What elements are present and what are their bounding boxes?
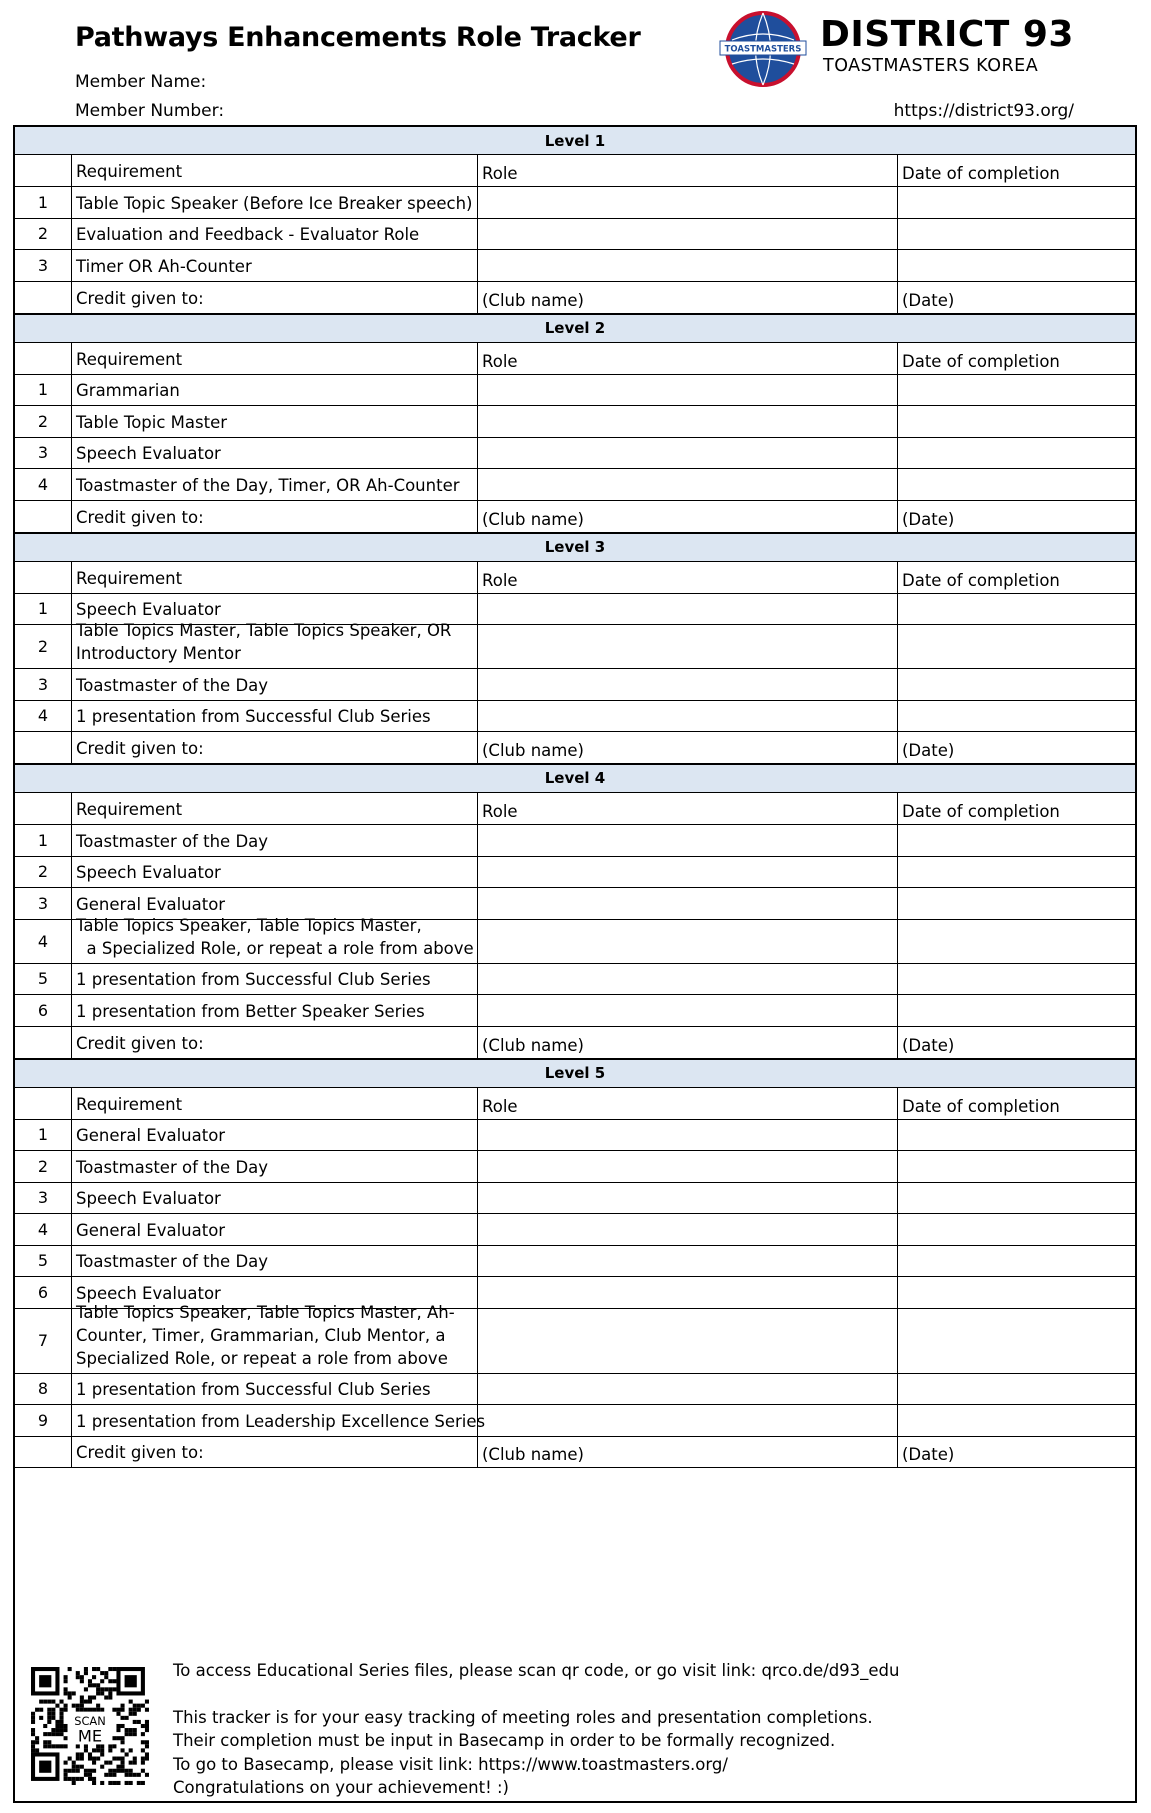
requirement-number: 9 bbox=[15, 1405, 72, 1436]
requirement-number: 5 bbox=[15, 1246, 72, 1277]
qr-me-label: ME bbox=[77, 1726, 103, 1746]
level-section bbox=[15, 127, 1135, 313]
date-entry-cell[interactable] bbox=[898, 469, 1135, 500]
requirement-number: 6 bbox=[15, 995, 72, 1026]
requirement-text bbox=[72, 1183, 478, 1214]
role-entry-cell[interactable] bbox=[478, 625, 898, 668]
requirement-label: 1 presentation from Leadership Excellence Series bbox=[76, 1411, 486, 1431]
requirement-row bbox=[15, 825, 1135, 857]
requirement-column-header: Requirement bbox=[72, 155, 478, 186]
requirement-row bbox=[15, 250, 1135, 282]
number-column-header bbox=[15, 793, 72, 824]
column-header-row bbox=[15, 1088, 1135, 1120]
club-name-field[interactable]: (Club name) bbox=[478, 501, 898, 532]
requirement-label: Toastmaster of the Day bbox=[76, 831, 269, 851]
level-section bbox=[15, 1058, 1135, 1468]
requirement-label: General Evaluator bbox=[76, 1220, 226, 1240]
credit-date-field[interactable]: (Date) bbox=[902, 741, 955, 760]
credit-date-field[interactable]: (Date) bbox=[902, 1035, 955, 1055]
role-entry-cell[interactable] bbox=[478, 964, 898, 995]
requirement-row bbox=[15, 964, 1135, 996]
date-entry-cell[interactable] bbox=[898, 995, 1135, 1026]
requirement-row bbox=[15, 669, 1135, 701]
column-header-row bbox=[15, 562, 1135, 594]
credit-label: Credit given to: bbox=[72, 501, 478, 532]
date-entry-cell[interactable] bbox=[898, 375, 1135, 406]
date-entry-cell[interactable] bbox=[898, 594, 1135, 625]
column-header-row bbox=[15, 793, 1135, 825]
role-entry-cell[interactable] bbox=[478, 469, 898, 500]
credit-date-field[interactable]: (Date) bbox=[902, 1444, 955, 1464]
role-column-header: Role bbox=[478, 343, 898, 374]
requirement-number: 1 bbox=[15, 187, 72, 218]
level-section bbox=[15, 763, 1135, 1058]
credit-number-cell bbox=[15, 282, 72, 313]
role-column-header: Role bbox=[478, 793, 898, 824]
date-entry-cell[interactable] bbox=[898, 920, 1135, 963]
requirement-label: Table Topics Speaker, Table Topics Master, a Specialized Role, or repeat a role from above bbox=[76, 915, 474, 958]
credit-row bbox=[15, 1027, 1135, 1058]
club-name-field[interactable]: (Club name) bbox=[478, 1437, 898, 1467]
number-column-header bbox=[15, 343, 72, 374]
requirement-label: Table Topics Master, Table Topics Speaker, OR Introductory Mentor bbox=[76, 621, 452, 663]
credit-label: Credit given to: bbox=[72, 732, 478, 763]
requirement-number: 3 bbox=[15, 888, 72, 919]
role-entry-cell[interactable] bbox=[478, 1277, 898, 1308]
requirement-text bbox=[72, 825, 478, 856]
date-entry-cell[interactable] bbox=[898, 825, 1135, 856]
level-section bbox=[15, 313, 1135, 532]
date-column-header: Date of completion bbox=[902, 570, 1060, 590]
credit-row bbox=[15, 282, 1135, 313]
member-name-label: Member Name: bbox=[75, 72, 207, 92]
role-entry-cell[interactable] bbox=[478, 187, 898, 218]
requirement-row bbox=[15, 1246, 1135, 1278]
club-name-field[interactable]: (Club name) bbox=[478, 282, 898, 313]
date-column-header: Date of completion bbox=[902, 164, 1060, 183]
date-entry-cell[interactable] bbox=[898, 1246, 1135, 1277]
requirement-number: 1 bbox=[15, 594, 72, 625]
qr-code-icon[interactable] bbox=[31, 1667, 149, 1785]
requirement-number: 1 bbox=[15, 1120, 72, 1151]
requirement-label: Grammarian bbox=[76, 381, 180, 400]
requirement-number: 2 bbox=[15, 857, 72, 888]
requirement-number: 2 bbox=[15, 406, 72, 437]
requirement-text bbox=[72, 1246, 478, 1277]
credit-label: Credit given to: bbox=[72, 1437, 478, 1467]
date-entry-cell[interactable] bbox=[898, 187, 1135, 218]
column-header-row bbox=[15, 155, 1135, 187]
role-entry-cell[interactable] bbox=[478, 1120, 898, 1151]
requirement-text bbox=[72, 1405, 486, 1436]
requirement-text bbox=[72, 1120, 478, 1151]
credit-number-cell bbox=[15, 1027, 72, 1058]
requirement-text bbox=[72, 669, 478, 700]
requirement-row bbox=[15, 375, 1135, 407]
role-entry-cell[interactable] bbox=[478, 1246, 898, 1277]
credit-label: Credit given to: bbox=[72, 1027, 478, 1058]
requirement-label: Speech Evaluator bbox=[76, 1189, 221, 1208]
role-column-header: Role bbox=[478, 155, 898, 186]
date-column-header: Date of completion bbox=[902, 1096, 1060, 1116]
requirement-number: 3 bbox=[15, 250, 72, 281]
requirement-label: Speech Evaluator bbox=[76, 600, 221, 619]
requirement-label: Table Topic Master bbox=[76, 412, 228, 432]
level-title: Level 3 bbox=[15, 532, 1135, 562]
requirement-row bbox=[15, 187, 1135, 219]
footer-line-basecamp-note: Their completion must be input in Basecamp in order to be formally recognized. bbox=[173, 1731, 836, 1750]
requirement-column-header: Requirement bbox=[72, 562, 478, 593]
requirement-number: 4 bbox=[15, 1214, 72, 1245]
role-entry-cell[interactable] bbox=[478, 701, 898, 732]
number-column-header bbox=[15, 562, 72, 593]
requirement-column-header: Requirement bbox=[72, 1088, 478, 1119]
number-column-header bbox=[15, 155, 72, 186]
requirement-label: Speech Evaluator bbox=[76, 1283, 221, 1303]
requirement-row bbox=[15, 1183, 1135, 1215]
requirement-label: Table Topics Speaker, Table Topics Master, Ah- Counter, Timer, Grammarian, Club Mentor, a Specialized Role, or repeat a role from above bbox=[76, 1302, 455, 1368]
requirement-number: 6 bbox=[15, 1277, 72, 1308]
requirement-label: Table Topic Speaker (Before Ice Breaker speech) bbox=[76, 193, 473, 213]
date-entry-cell[interactable] bbox=[898, 1183, 1135, 1214]
requirement-number: 1 bbox=[15, 375, 72, 406]
requirement-number: 5 bbox=[15, 964, 72, 995]
requirement-label: General Evaluator bbox=[76, 894, 226, 914]
credit-number-cell bbox=[15, 501, 72, 532]
date-entry-cell[interactable] bbox=[898, 1151, 1135, 1182]
requirement-row bbox=[15, 621, 1135, 669]
date-entry-cell[interactable] bbox=[898, 669, 1135, 700]
date-entry-cell[interactable] bbox=[898, 1309, 1135, 1373]
requirement-row bbox=[15, 219, 1135, 251]
column-header-row bbox=[15, 343, 1135, 375]
requirement-row bbox=[15, 1405, 1135, 1437]
date-entry-cell[interactable] bbox=[898, 250, 1135, 281]
svg-text:TOASTMASTERS: TOASTMASTERS bbox=[724, 44, 802, 55]
role-entry-cell[interactable] bbox=[478, 888, 898, 919]
level-title: Level 1 bbox=[15, 127, 1135, 155]
website-link[interactable]: https://district93.org/ bbox=[893, 101, 1074, 121]
requirement-row bbox=[15, 915, 1135, 964]
requirement-label: 1 presentation from Better Speaker Series bbox=[76, 1001, 425, 1021]
district-subtitle: TOASTMASTERS KOREA bbox=[823, 56, 1039, 76]
date-entry-cell[interactable] bbox=[898, 625, 1135, 668]
requirement-number: 4 bbox=[15, 920, 72, 963]
role-entry-cell[interactable] bbox=[478, 1151, 898, 1182]
role-entry-cell[interactable] bbox=[478, 1214, 898, 1245]
role-entry-cell[interactable] bbox=[478, 995, 898, 1026]
level-title: Level 2 bbox=[15, 313, 1135, 343]
role-entry-cell[interactable] bbox=[478, 250, 898, 281]
role-entry-cell[interactable] bbox=[478, 669, 898, 700]
role-entry-cell[interactable] bbox=[478, 1309, 898, 1373]
date-entry-cell[interactable] bbox=[898, 1120, 1135, 1151]
requirement-label: Timer OR Ah-Counter bbox=[76, 256, 252, 276]
requirement-number: 2 bbox=[15, 219, 72, 250]
level-title: Level 5 bbox=[15, 1058, 1135, 1088]
requirement-label: 1 presentation from Successful Club Series bbox=[76, 970, 431, 989]
requirement-label: 1 presentation from Successful Club Series bbox=[76, 1380, 431, 1399]
credit-label: Credit given to: bbox=[72, 282, 478, 313]
footer-line-congrats: Congratulations on your achievement! :) bbox=[173, 1778, 509, 1797]
requirement-text bbox=[72, 995, 478, 1026]
credit-date-field[interactable]: (Date) bbox=[902, 509, 955, 529]
requirement-label: Evaluation and Feedback - Evaluator Role bbox=[76, 225, 420, 244]
footer-notes bbox=[173, 1659, 900, 1800]
requirement-row bbox=[15, 469, 1135, 501]
credit-row bbox=[15, 732, 1135, 763]
requirement-label: Speech Evaluator bbox=[76, 863, 221, 882]
requirement-row bbox=[15, 1214, 1135, 1246]
requirement-number: 8 bbox=[15, 1374, 72, 1405]
requirement-label: Toastmaster of the Day, Timer, OR Ah-Counter bbox=[76, 475, 460, 495]
requirement-number: 1 bbox=[15, 825, 72, 856]
date-entry-cell[interactable] bbox=[898, 438, 1135, 469]
district-title: DISTRICT 93 bbox=[820, 14, 1074, 55]
requirement-text bbox=[72, 375, 478, 406]
footer-line-basecamp-link: To go to Basecamp, please visit link: https://www.toastmasters.org/ bbox=[173, 1754, 728, 1774]
requirement-number: 4 bbox=[15, 701, 72, 732]
requirement-row bbox=[15, 995, 1135, 1027]
requirement-text bbox=[72, 187, 478, 218]
role-entry-cell[interactable] bbox=[478, 594, 898, 625]
requirement-text bbox=[72, 1151, 478, 1182]
date-column-header: Date of completion bbox=[902, 802, 1060, 821]
date-entry-cell[interactable] bbox=[898, 406, 1135, 437]
toastmasters-logo-icon bbox=[718, 10, 808, 88]
requirement-text bbox=[72, 406, 478, 437]
page-title: Pathways Enhancements Role Tracker bbox=[75, 22, 641, 53]
requirement-text bbox=[72, 915, 478, 963]
role-tracker-table bbox=[13, 125, 1137, 1803]
requirement-number: 4 bbox=[15, 469, 72, 500]
club-name-field[interactable]: (Club name) bbox=[478, 732, 898, 763]
tracker-footer bbox=[15, 1651, 1134, 1801]
page-header bbox=[0, 0, 1151, 126]
role-entry-cell[interactable] bbox=[478, 1405, 898, 1436]
requirement-number: 3 bbox=[15, 438, 72, 469]
role-column-header: Role bbox=[478, 562, 898, 593]
number-column-header bbox=[15, 1088, 72, 1119]
requirement-column-header: Requirement bbox=[72, 793, 478, 824]
date-entry-cell[interactable] bbox=[898, 701, 1135, 732]
date-entry-cell[interactable] bbox=[898, 1277, 1135, 1308]
requirement-text bbox=[72, 857, 478, 888]
requirement-text bbox=[72, 621, 478, 668]
date-entry-cell[interactable] bbox=[898, 1374, 1135, 1405]
requirement-text bbox=[72, 219, 478, 250]
requirement-number: 2 bbox=[15, 625, 72, 668]
credit-number-cell bbox=[15, 1437, 72, 1467]
date-entry-cell[interactable] bbox=[898, 1405, 1135, 1436]
requirement-column-header: Requirement bbox=[72, 343, 478, 374]
role-column-header: Role bbox=[478, 1088, 898, 1119]
qr-scan-label: SCAN bbox=[74, 1713, 106, 1728]
requirement-row bbox=[15, 857, 1135, 889]
requirement-text bbox=[72, 964, 478, 995]
credit-number-cell bbox=[15, 732, 72, 763]
requirement-number: 3 bbox=[15, 1183, 72, 1214]
footer-line-tracker-info: This tracker is for your easy tracking of meeting roles and presentation completions. bbox=[173, 1707, 873, 1727]
club-name-field[interactable]: (Club name) bbox=[478, 1027, 898, 1058]
credit-row bbox=[15, 1437, 1135, 1468]
role-entry-cell[interactable] bbox=[478, 406, 898, 437]
role-entry-cell[interactable] bbox=[478, 857, 898, 888]
date-column-header: Date of completion bbox=[902, 351, 1060, 371]
level-title: Level 4 bbox=[15, 763, 1135, 793]
requirement-text bbox=[72, 469, 478, 500]
requirement-row bbox=[15, 406, 1135, 438]
requirement-label: General Evaluator bbox=[76, 1126, 226, 1145]
requirement-text bbox=[72, 1302, 478, 1373]
requirement-row bbox=[15, 438, 1135, 470]
date-entry-cell[interactable] bbox=[898, 219, 1135, 250]
date-entry-cell[interactable] bbox=[898, 857, 1135, 888]
role-entry-cell[interactable] bbox=[478, 1183, 898, 1214]
requirement-text bbox=[72, 701, 478, 732]
requirement-text bbox=[72, 1214, 478, 1245]
requirement-label: Toastmaster of the Day bbox=[76, 1252, 269, 1271]
requirement-row bbox=[15, 1120, 1135, 1152]
requirement-label: Speech Evaluator bbox=[76, 444, 221, 463]
role-entry-cell[interactable] bbox=[478, 920, 898, 963]
requirement-row bbox=[15, 701, 1135, 733]
date-entry-cell[interactable] bbox=[898, 1214, 1135, 1245]
credit-row bbox=[15, 501, 1135, 532]
date-entry-cell[interactable] bbox=[898, 888, 1135, 919]
requirement-number: 7 bbox=[15, 1309, 72, 1373]
requirement-row bbox=[15, 1151, 1135, 1183]
role-entry-cell[interactable] bbox=[478, 375, 898, 406]
requirement-row bbox=[15, 1302, 1135, 1374]
requirement-number: 2 bbox=[15, 1151, 72, 1182]
requirement-label: Toastmaster of the Day bbox=[76, 1157, 269, 1177]
requirement-label: Toastmaster of the Day bbox=[76, 675, 269, 695]
role-entry-cell[interactable] bbox=[478, 438, 898, 469]
footer-line-edu-link: To access Educational Series files, please scan qr code, or go visit link: qrco.de/d93_edu bbox=[173, 1661, 900, 1680]
role-entry-cell[interactable] bbox=[478, 219, 898, 250]
requirement-row bbox=[15, 1374, 1135, 1406]
requirement-label: 1 presentation from Successful Club Series bbox=[76, 707, 431, 726]
requirement-text bbox=[72, 250, 478, 281]
requirement-number: 3 bbox=[15, 669, 72, 700]
level-section bbox=[15, 532, 1135, 764]
member-number-label: Member Number: bbox=[75, 101, 225, 121]
role-entry-cell[interactable] bbox=[478, 1374, 898, 1405]
requirement-text bbox=[72, 438, 478, 469]
requirement-text bbox=[72, 1374, 478, 1405]
credit-date-field[interactable]: (Date) bbox=[902, 290, 955, 310]
role-entry-cell[interactable] bbox=[478, 825, 898, 856]
date-entry-cell[interactable] bbox=[898, 964, 1135, 995]
